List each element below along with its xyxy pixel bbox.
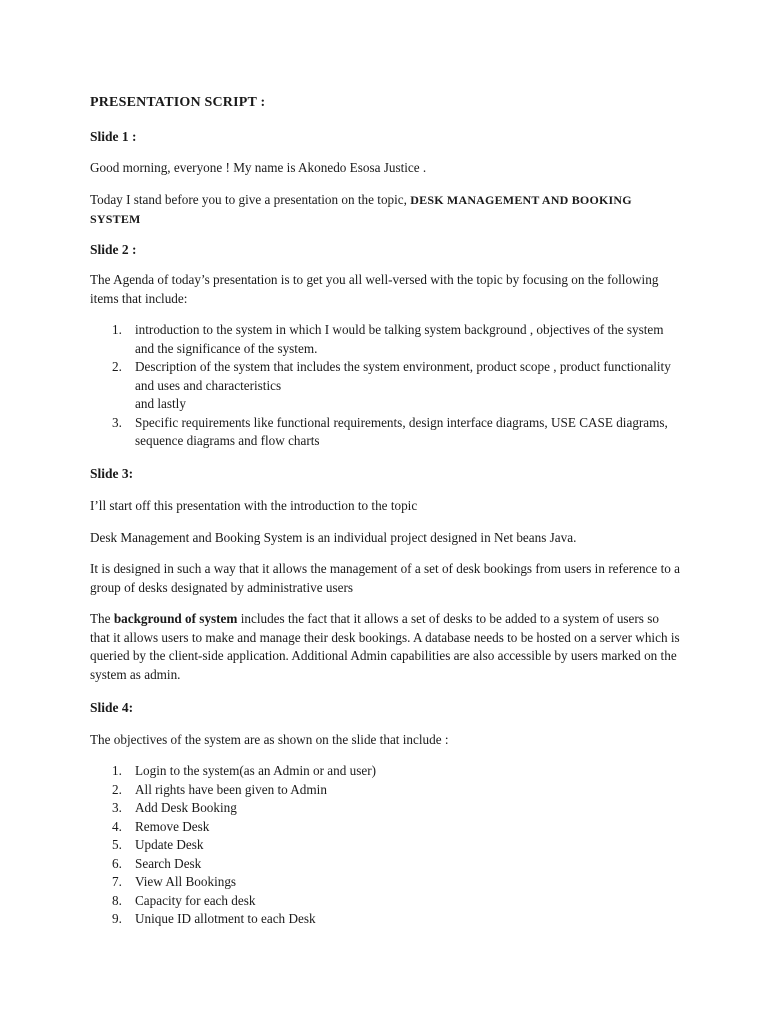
list-item: [90, 358, 680, 414]
list-item-text: introduction to the system in which I would be talking system background , objectives of the system and the significance of the system.: [135, 322, 664, 356]
list-item-extra: and lastly: [135, 396, 186, 411]
list-item-text: Capacity for each desk: [135, 892, 256, 908]
slide-2-agenda-list: [90, 321, 680, 451]
slide-4-intro: The objectives of the system are as shown on the slide that include :: [90, 732, 449, 747]
slide-2-heading: Slide 2 :: [90, 242, 137, 257]
list-item: [90, 910, 680, 929]
list-item-text: Description of the system that includes the system environment, product scope , product functionality and uses and characteristics: [135, 359, 671, 393]
slide-1-greeting: Good morning, everyone ! My name is Akonedo Esosa Justice .: [90, 160, 427, 175]
slide-3-paragraph-3: [90, 610, 680, 684]
list-item-number: 6.: [112, 855, 122, 871]
slide-1-heading: Slide 1 :: [90, 129, 137, 144]
list-item: [90, 836, 680, 855]
list-item-text: Login to the system(as an Admin or and user): [135, 763, 376, 778]
list-item-number: 1.: [112, 763, 122, 778]
slide-4-heading: Slide 4:: [90, 700, 134, 715]
list-item: [90, 855, 680, 874]
list-item-number: 4.: [112, 818, 122, 834]
slide-3-heading: Slide 3:: [90, 466, 134, 481]
list-item: [90, 414, 680, 451]
list-item-number: 3.: [112, 800, 122, 815]
list-item-number: 3.: [112, 414, 122, 430]
list-item-number: 2.: [112, 781, 122, 797]
document-title: PRESENTATION SCRIPT :: [90, 95, 266, 110]
list-item-number: 1.: [112, 322, 122, 337]
list-item: [90, 799, 680, 818]
list-item-text: Add Desk Booking: [135, 800, 237, 815]
slide-3-paragraph-2: It is designed in such a way that it allows the management of a set of desk bookings from users in reference to a group of desks designated by administrative users: [90, 561, 680, 595]
list-item-number: 8.: [112, 892, 122, 908]
slide-2-agenda: The Agenda of today’s presentation is to get you all well-versed with the topic by focusing on the following items that include:: [90, 272, 659, 306]
list-item-text: Specific requirements like functional requirements, design interface diagrams, USE CASE diagrams, sequence diagrams and flow charts: [135, 414, 668, 448]
slide-3-p3-rest: includes the fact that it allows a set of desks to be added to a system of users so that it allows users to make and manage their desk bookings. A database needs to be hosted on a server which is queried by the client-side application. Additional Admin capabilities are also accessible by users marked on the system as admin.: [90, 611, 680, 682]
slide-3-p3-bold: background of system: [113, 611, 238, 626]
list-item-text: All rights have been given to Admin: [135, 781, 327, 797]
list-item: [90, 781, 680, 800]
list-item-number: 9.: [112, 911, 122, 926]
list-item: [90, 762, 680, 781]
list-item: [90, 321, 680, 358]
list-item-text: Update Desk: [135, 837, 204, 852]
list-item-text: View All Bookings: [135, 874, 237, 889]
slide-1-topic-name: DESK MANAGEMENT AND BOOKING SYSTEM: [90, 193, 632, 226]
list-item: [90, 892, 680, 911]
list-item-text: Remove Desk: [135, 818, 210, 834]
list-item-number: 7.: [112, 874, 122, 889]
list-item-number: 2.: [112, 359, 122, 374]
slide-3-p3-lead: The: [90, 611, 114, 626]
slide-4-objectives-list: [90, 762, 680, 929]
slide-3-paragraph-1: Desk Management and Booking System is an individual project designed in Net beans Java.: [90, 530, 577, 545]
list-item: [90, 818, 680, 837]
list-item-number: 5.: [112, 837, 122, 852]
list-item-text: Unique ID allotment to each Desk: [135, 911, 316, 926]
list-item-text: Search Desk: [135, 855, 202, 871]
slide-1-topic-intro: Today I stand before you to give a presentation on the topic,: [90, 192, 411, 207]
list-item: [90, 873, 680, 892]
slide-3-intro: I’ll start off this presentation with the introduction to the topic: [90, 498, 418, 513]
slide-1-topic-paragraph: [90, 191, 680, 228]
